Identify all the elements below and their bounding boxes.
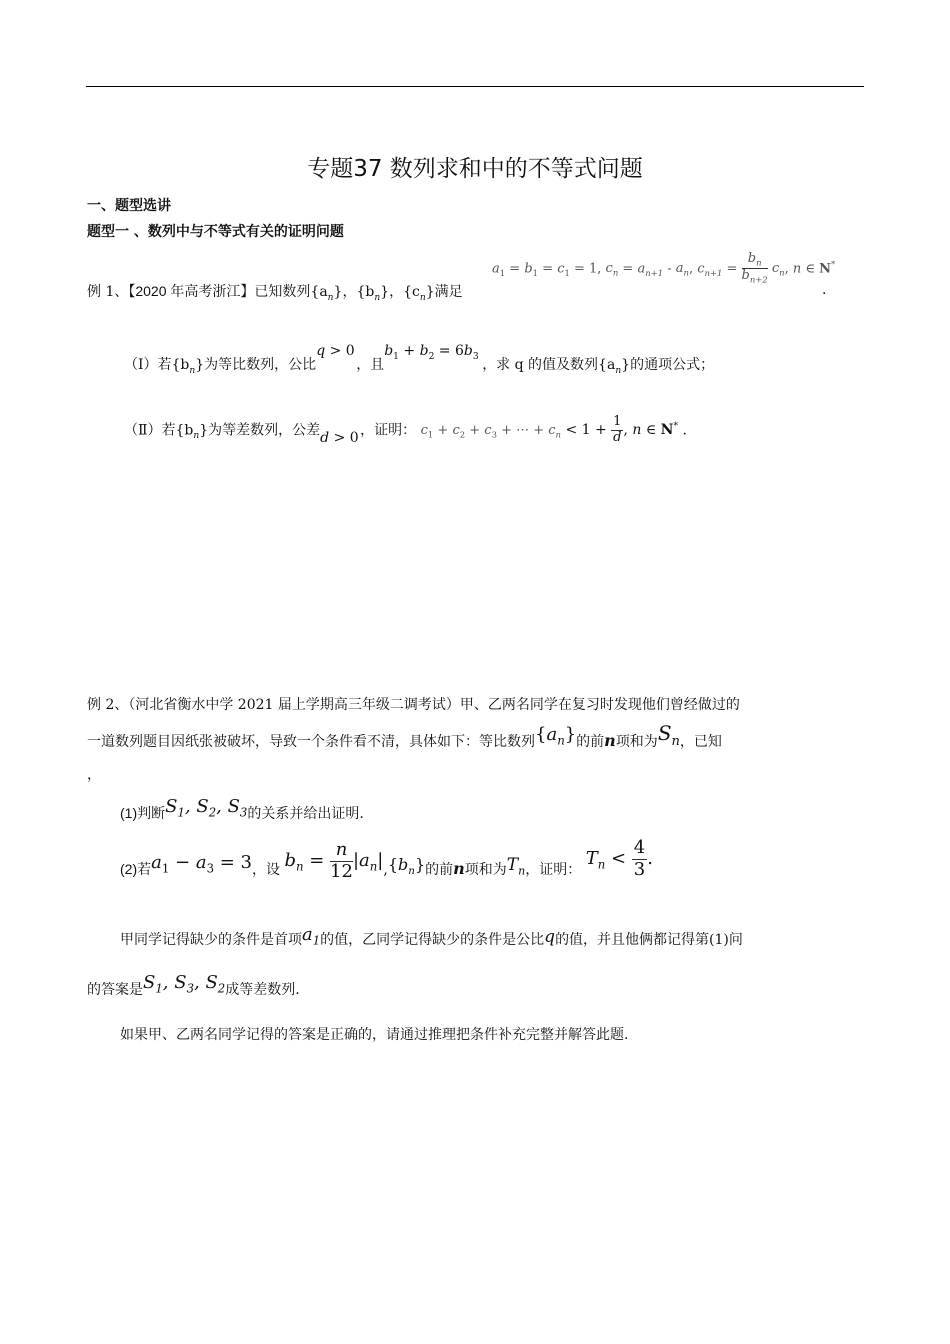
example1-period: . xyxy=(822,282,827,298)
example1-intro: 例 1、【2020 年高考浙江】已知数列$\{a_n\}$，$\{b_n\}$，$\{c_n\}$满足 xyxy=(87,283,463,303)
example1-condition-formula: $a_1 = b_1 = c_1 = 1$, $c_n = a_{n+1} - a_n$, $c_{n+1}$ = $\frac{b_n}{b_{n+2}}$ $c_n$, n ∈ N* xyxy=(492,251,836,285)
section-heading: 一、题型选讲 xyxy=(87,198,171,214)
example2-line1: 例 2、（河北省衡水中学 2021 届上学期高三年级二调考试）甲、乙两名同学在复习时发现他们曾经做过的 xyxy=(87,697,740,713)
example2-question1: (1)判断$S_1$, $S_2$, $S_3$的关系并给出证明. xyxy=(120,796,364,822)
page-title: 专题37 数列求和中的不等式问题 xyxy=(307,156,643,182)
header-rule xyxy=(86,86,864,87)
example2-question2: (2)若$a_1 - a_3 = 3$，设 $b_n$ = $\frac{n}{12}$ $|a_n|,\{b_n\}$的前n项和为$T_n$，证明： $T_n$ < $\frac{4}{3}$ . xyxy=(120,837,653,882)
example2-line3: ， xyxy=(87,767,101,783)
example2-paragraph-final: 如果甲、乙两名同学记得的答案是正确的，请通过推理把条件补充完整并解答此题. xyxy=(120,1027,629,1043)
example2-paragraph-answer: 的答案是$S_1$, $S_3$, $S_2$成等差数列. xyxy=(87,972,300,998)
example2-paragraph-jia-yi: 甲同学记得缺少的条件是首项$a_1$的值，乙同学记得缺少的条件是公比q的值，并且他俩都记得第(1)问 xyxy=(120,924,743,948)
question-type-heading: 题型一 、数列中与不等式有关的证明问题 xyxy=(87,224,344,240)
example1-part2: （Ⅱ）若$\{b_n\}$为等差数列，公差d > 0，证明： $c_1 + c_2 + c_3$ + ⋯ + $c_n < 1$ + $\frac{1}{d}$ , n ∈ N* . xyxy=(124,414,687,447)
example2-line2: 一道数列题目因纸张被破坏，导致一个条件看不清，具体如下：等比数列$\{a_n\}$的前n项和为$S_n$，已知 xyxy=(87,721,722,750)
example1-part1: （Ⅰ）若$\{b_n\}$为等比数列，公比q > 0，且$b_1 + b_2 = 6b_3$，求 q 的值及数列$\{a_n\}$的通项公式； xyxy=(124,343,715,376)
